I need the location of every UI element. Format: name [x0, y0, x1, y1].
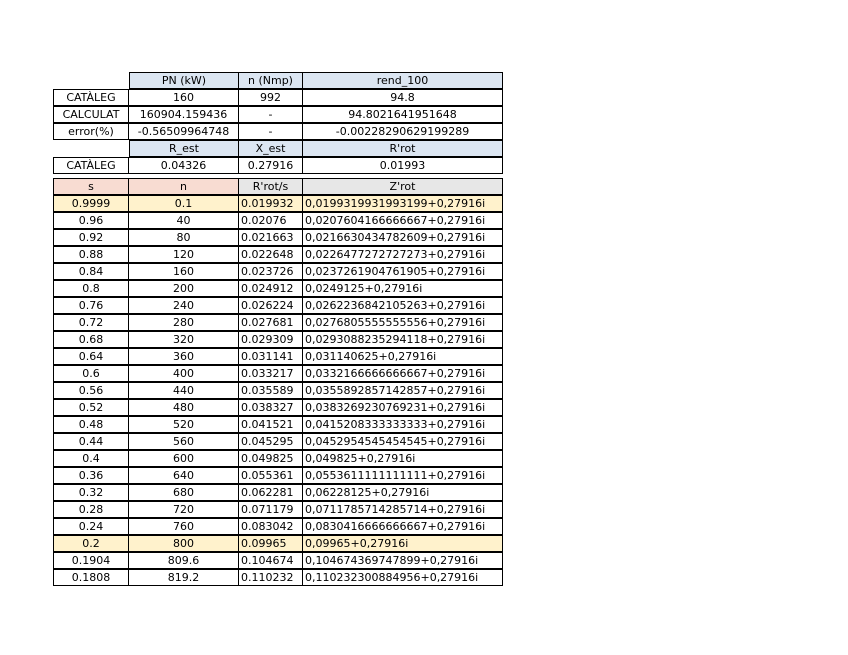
cell-zrot: 0,049825+0,27916i [303, 450, 503, 467]
cell-s: 0.36 [53, 467, 129, 484]
cell-n-error: - [239, 123, 303, 140]
cell-n: 560 [129, 433, 239, 450]
cell-zrot: 0,0383269230769231+0,27916i [303, 399, 503, 416]
cell-rrot-s: 0.033217 [239, 365, 303, 382]
cell-s: 0.96 [53, 212, 129, 229]
cell-rrot-s: 0.09965 [239, 535, 303, 552]
cell-rrot-s: 0.071179 [239, 501, 303, 518]
cell-s: 0.1904 [53, 552, 129, 569]
cell-n: 440 [129, 382, 239, 399]
cell-rrot-s: 0.02076 [239, 212, 303, 229]
cell-s: 0.44 [53, 433, 129, 450]
cell-rrot-s: 0.055361 [239, 467, 303, 484]
cell-rrot-s: 0.029309 [239, 331, 303, 348]
cell-rrot-s: 0.041521 [239, 416, 303, 433]
cell-n: 640 [129, 467, 239, 484]
cell-rrot-s: 0.045295 [239, 433, 303, 450]
cell-pn-error: -0.56509964748 [129, 123, 239, 140]
cell-n: 40 [129, 212, 239, 229]
cell-zrot: 0,0237261904761905+0,27916i [303, 263, 503, 280]
cell-n: 680 [129, 484, 239, 501]
cell-n: 160 [129, 263, 239, 280]
cell-s: 0.8 [53, 280, 129, 297]
row-label-error: error(%) [53, 123, 129, 140]
cell-n: 600 [129, 450, 239, 467]
cell-s: 0.52 [53, 399, 129, 416]
cell-zrot: 0,0711785714285714+0,27916i [303, 501, 503, 518]
row-label-catalog: CATÀLEG [53, 89, 129, 106]
cell-rrot-s: 0.110232 [239, 569, 303, 586]
cell-n: 360 [129, 348, 239, 365]
cell-rrot-s: 0.021663 [239, 229, 303, 246]
cell-rrot-s: 0.027681 [239, 314, 303, 331]
cell-n: 520 [129, 416, 239, 433]
cell-n: 480 [129, 399, 239, 416]
header-s: s [53, 178, 129, 195]
cell-s: 0.6 [53, 365, 129, 382]
cell-x-est: 0.27916 [239, 157, 303, 174]
cell-n-calculat: - [239, 106, 303, 123]
cell-s: 0.48 [53, 416, 129, 433]
cell-r-rot: 0.01993 [303, 157, 503, 174]
cell-zrot: 0,0452954545454545+0,27916i [303, 433, 503, 450]
cell-zrot: 0,0226477272727273+0,27916i [303, 246, 503, 263]
cell-zrot: 0,0216630434782609+0,27916i [303, 229, 503, 246]
cell-rrot-s: 0.083042 [239, 518, 303, 535]
cell-s: 0.64 [53, 348, 129, 365]
cell-zrot: 0,0199319931993199+0,27916i [303, 195, 503, 212]
cell-zrot: 0,0262236842105263+0,27916i [303, 297, 503, 314]
header-blank-cell [53, 72, 129, 89]
header-rend-100: rend_100 [303, 72, 503, 89]
row-label-catalog-2: CATÀLEG [53, 157, 129, 174]
cell-s: 0.84 [53, 263, 129, 280]
cell-n: 120 [129, 246, 239, 263]
cell-zrot: 0,0553611111111111+0,27916i [303, 467, 503, 484]
cell-s: 0.9999 [53, 195, 129, 212]
cell-n-catalog: 992 [239, 89, 303, 106]
cell-s: 0.68 [53, 331, 129, 348]
cell-r-est: 0.04326 [129, 157, 239, 174]
header-zrot: Z'rot [303, 178, 503, 195]
cell-rrot-s: 0.035589 [239, 382, 303, 399]
cell-zrot: 0,0830416666666667+0,27916i [303, 518, 503, 535]
header-r-rot: R'rot [303, 140, 503, 157]
cell-s: 0.4 [53, 450, 129, 467]
cell-s: 0.24 [53, 518, 129, 535]
cell-n: 800 [129, 535, 239, 552]
cell-n: 819.2 [129, 569, 239, 586]
cell-n: 760 [129, 518, 239, 535]
cell-n: 280 [129, 314, 239, 331]
cell-s: 0.1808 [53, 569, 129, 586]
cell-rrot-s: 0.024912 [239, 280, 303, 297]
header2-blank-cell [53, 140, 129, 157]
cell-s: 0.2 [53, 535, 129, 552]
cell-n: 0.1 [129, 195, 239, 212]
cell-rrot-s: 0.026224 [239, 297, 303, 314]
cell-zrot: 0,0415208333333333+0,27916i [303, 416, 503, 433]
cell-zrot: 0,06228125+0,27916i [303, 484, 503, 501]
cell-rend-error: -0.00228290629199289 [303, 123, 503, 140]
cell-pn-catalog: 160 [129, 89, 239, 106]
cell-pn-calculat: 160904.159436 [129, 106, 239, 123]
cell-rrot-s: 0.062281 [239, 484, 303, 501]
cell-s: 0.72 [53, 314, 129, 331]
cell-s: 0.32 [53, 484, 129, 501]
cell-zrot: 0,0276805555555556+0,27916i [303, 314, 503, 331]
cell-rrot-s: 0.038327 [239, 399, 303, 416]
cell-n: 320 [129, 331, 239, 348]
cell-rend-calculat: 94.8021641951648 [303, 106, 503, 123]
cell-n: 200 [129, 280, 239, 297]
cell-zrot: 0,031140625+0,27916i [303, 348, 503, 365]
cell-zrot: 0,104674369747899+0,27916i [303, 552, 503, 569]
cell-rrot-s: 0.022648 [239, 246, 303, 263]
cell-zrot: 0,0207604166666667+0,27916i [303, 212, 503, 229]
cell-zrot: 0,110232300884956+0,27916i [303, 569, 503, 586]
cell-rend-catalog: 94.8 [303, 89, 503, 106]
slip-impedance-table [53, 178, 503, 586]
row-label-calculat: CALCULAT [53, 106, 129, 123]
cell-s: 0.76 [53, 297, 129, 314]
header-x-est: X_est [239, 140, 303, 157]
motor-parameters-table [53, 72, 503, 174]
cell-rrot-s: 0.019932 [239, 195, 303, 212]
cell-zrot: 0,0332166666666667+0,27916i [303, 365, 503, 382]
cell-s: 0.56 [53, 382, 129, 399]
cell-rrot-s: 0.049825 [239, 450, 303, 467]
cell-zrot: 0,0249125+0,27916i [303, 280, 503, 297]
cell-n: 80 [129, 229, 239, 246]
cell-s: 0.92 [53, 229, 129, 246]
cell-n: 240 [129, 297, 239, 314]
cell-n: 809.6 [129, 552, 239, 569]
header-n: n [129, 178, 239, 195]
header-n-nmp: n (Nmp) [239, 72, 303, 89]
cell-n: 400 [129, 365, 239, 382]
cell-s: 0.28 [53, 501, 129, 518]
cell-rrot-s: 0.023726 [239, 263, 303, 280]
cell-rrot-s: 0.031141 [239, 348, 303, 365]
cell-n: 720 [129, 501, 239, 518]
cell-rrot-s: 0.104674 [239, 552, 303, 569]
cell-s: 0.88 [53, 246, 129, 263]
header-r-est: R_est [129, 140, 239, 157]
header-pn: PN (kW) [129, 72, 239, 89]
header-rrot-s: R'rot/s [239, 178, 303, 195]
cell-zrot: 0,09965+0,27916i [303, 535, 503, 552]
cell-zrot: 0,0293088235294118+0,27916i [303, 331, 503, 348]
cell-zrot: 0,0355892857142857+0,27916i [303, 382, 503, 399]
